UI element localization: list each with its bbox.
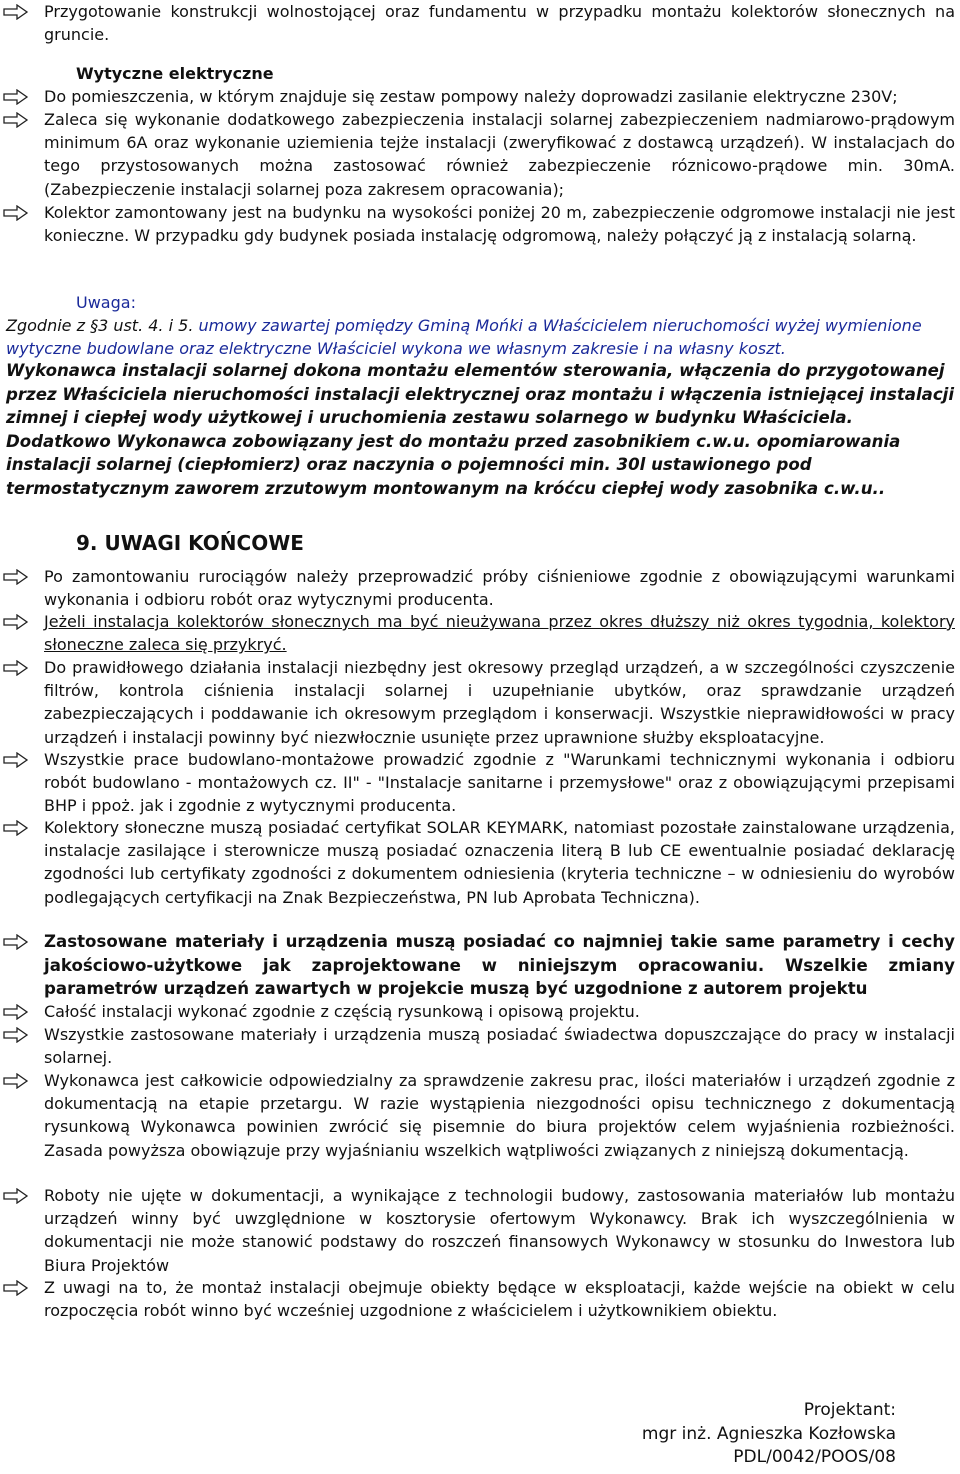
remark-item: Wszystkie prace budowlano-montażowe prowadzić zgodnie z "Warunkami technicznymi wykonania i odbioru robót budowlano - montażowych cz. II" - "Instalacje sanitarne i przemysłowe" oraz z obowiązującymi przepisami BHP i ppoż. jak i zgodnie z wytycznymi producenta. xyxy=(44,750,955,816)
hollow-right-arrow-icon xyxy=(3,614,29,630)
designer-name: mgr inż. Agnieszka Kozłowska xyxy=(641,1423,896,1444)
electrical-item-power: Do pomieszczenia, w którym znajduje się zestaw pompowy należy doprowadzi zasilanie elektryczne 230V; xyxy=(44,87,898,106)
hollow-right-arrow-icon xyxy=(3,569,29,585)
contractor-scope-paragraph: Wykonawca instalacji solarnej dokona montażu elementów sterowania, włączenia do przygotowanej przez Właściciela nieruchomości instalacji elektrycznej oraz montażu i włączenia istniejącej instalacji zimnej i ciepłej wody użytkowej i uruchomienia zestawu solarnego w budynku Właściciela. Dodatkowo Wykonawca zobowiązany jest do montażu przed zasobnikiem c.w.u. opomiarowania instalacji solarnej (ciepłomierz) oraz naczynia o pojemności min. 30l ustawionego pod termostatycznym zaworem zrzutowym montowanym na króćcu ciepłej wody zasobnika c.w.u.. xyxy=(6,361,955,498)
note-label: Uwaga: xyxy=(76,293,136,312)
remark-item: Całość instalacji wykonać zgodnie z częścią rysunkową i opisową projektu. xyxy=(44,1002,640,1021)
note-reference: Zgodnie z §3 ust. 4. i 5. xyxy=(6,316,194,335)
note-paragraph xyxy=(6,314,956,360)
remark-item: Jeżeli instalacja kolektorów słonecznych ma być nieużywana przez okres dłuższy niż okres tygodnia, kolektory słoneczne zaleca się przykryć. xyxy=(44,612,955,655)
hollow-right-arrow-icon xyxy=(3,89,29,105)
remark-item: Wszystkie zastosowane materiały i urządzenia muszą posiadać świadectwa dopuszczające do pracy w instalacji solarnej. xyxy=(44,1025,955,1068)
hollow-right-arrow-icon xyxy=(3,660,29,676)
hollow-right-arrow-icon xyxy=(3,1073,29,1089)
remark-item: Po zamontowaniu rurociągów należy przeprowadzić próby ciśnieniowe zgodnie z obowiązującymi warunkami wykonania i odbioru robót oraz wytycznymi producenta. xyxy=(44,567,955,610)
hollow-right-arrow-icon xyxy=(3,1027,29,1043)
designer-license: PDL/0042/POOS/08 xyxy=(733,1447,896,1467)
remark-item: Z uwagi na to, że montaż instalacji obejmuje obiekty będące w eksploatacji, każde wejście na obiekt w celu rozpoczęcia robót winno być wcześniej uzgodnione z właścicielem i użytkownikiem obiektu. xyxy=(44,1278,955,1321)
intro-item: Przygotowanie konstrukcji wolnostojącej oraz fundamentu w przypadku montażu kolektorów słonecznych na gruncie. xyxy=(44,2,955,45)
hollow-right-arrow-icon xyxy=(3,820,29,836)
hollow-right-arrow-icon xyxy=(3,205,29,221)
hollow-right-arrow-icon xyxy=(3,4,29,20)
remark-item: Roboty nie ujęte w dokumentacji, a wynikające z technologii budowy, zastosowania materiałów lub montażu urządzeń winny być uwzględnione w kosztorysie ofertowym Wykonawcy. Brak ich wyszczególnienia w dokumentacji nie może stanowić podstawy do roszczeń finansowych Wykonawcy w stosunku do Inwestora lub Biura Projektów xyxy=(44,1186,955,1275)
designer-role: Projektant: xyxy=(803,1400,896,1420)
hollow-right-arrow-icon xyxy=(3,1004,29,1020)
remark-item: Wykonawca jest całkowicie odpowiedzialny za sprawdzenie zakresu prac, ilości materiałów i urządzeń zgodnie z dokumentacją na etapie przetargu. W razie wystąpienia niezgodności opisu technicznego z dokumentacją rysunkową Wykonawca powinien zwrócić się pisemnie do biura projektów celem wyjaśnienia rozbieżności. Zasada powyższa obowiązuje przy wyjaśnianiu wszelkich wątpliwości związanych z niniejszą dokumentacją. xyxy=(44,1071,955,1160)
hollow-right-arrow-icon xyxy=(3,752,29,768)
remark-item: Do prawidłowego działania instalacji niezbędny jest okresowy przegląd urządzeń, a w szczególności czyszczenie filtrów, kontrola ciśnienia instalacji solarnej i uzupełnianie ubytków, oraz sprawdzanie urządzeń zabezpieczających i poddawanie ich okresowym przeglądom i konserwacji. Wszystkie nieprawidłowości w pracy urządzeń i instalacji powinny być niezwłocznie usunięte przez uprawnione służby eksploatacyjne. xyxy=(44,658,955,747)
signature-block xyxy=(642,1399,896,1470)
electrical-item-lightning: Kolektor zamontowany jest na budynku na wysokości poniżej 20 m, zabezpieczenie odgromowe instalacji nie jest konieczne. W przypadku gdy budynek posiada instalację odgromową, należy połączyć ją z instalacją solarną. xyxy=(44,203,955,246)
remark-item: Zastosowane materiały i urządzenia muszą posiadać co najmniej takie same parametry i cechy jakościowo-użytkowe jak zaprojektowane w niniejszym opracowaniu. Wszelkie zmiany parametrów urządzeń zawartych w projekcie muszą być uzgodnione z autorem projektu xyxy=(44,932,955,998)
electrical-heading: Wytyczne elektryczne xyxy=(76,64,274,83)
hollow-right-arrow-icon xyxy=(3,1188,29,1204)
hollow-right-arrow-icon xyxy=(3,112,29,128)
note-agreement-text: umowy zawartej pomiędzy Gminą Mońki a Właścicielem nieruchomości wyżej wymienione wytyczne budowlane oraz elektryczne Właściciel wykona we własnym zakresie i na własny koszt. xyxy=(6,316,922,359)
section-title: 9. UWAGI KOŃCOWE xyxy=(76,531,304,555)
electrical-item-protection: Zaleca się wykonanie dodatkowego zabezpieczenia instalacji solarnej zabezpieczeniem nadmiarowo-prądowym minimum 6A oraz wykonanie uziemienia tejże instalacji (zweryfikować z dostawcą urządzeń). W instalacjach do tego przystosowanych można zastosować również zabezpieczenie róznicowo-prądowe min. 30mA. (Zabezpieczenie instalacji solarnej poza zakresem opracowania); xyxy=(44,110,955,199)
hollow-right-arrow-icon xyxy=(3,934,29,950)
remark-item: Kolektory słoneczne muszą posiadać certyfikat SOLAR KEYMARK, natomiast pozostałe zainstalowane urządzenia, instalacje zasilające i sterownicze muszą posiadać oznaczenia literą B lub CE ewentualnie posiadać deklarację zgodności lub certyfikaty zgodności z dokumentem odniesienia (kryteria techniczne – w odniesieniu do wyrobów podlegających certyfikacji na Znak Bezpieczeństwa, PN lub Aprobata Techniczna). xyxy=(44,818,955,907)
hollow-right-arrow-icon xyxy=(3,1280,29,1296)
